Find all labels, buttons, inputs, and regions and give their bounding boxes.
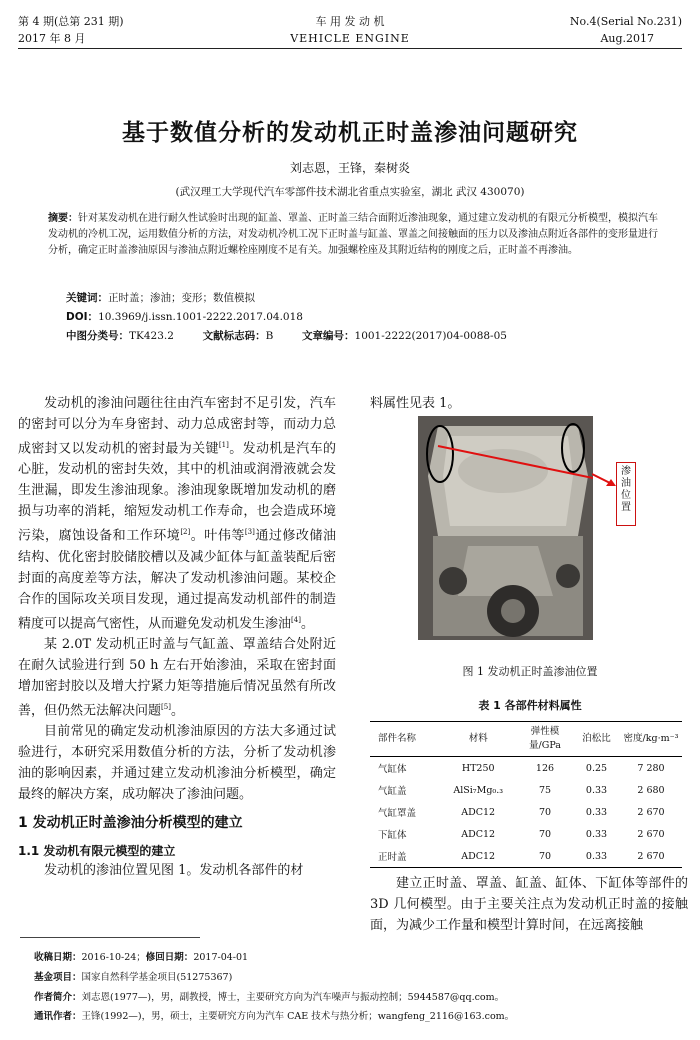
citation[interactable]: [1] — [218, 441, 229, 449]
table-header: 弹性模量/GPa — [517, 722, 573, 757]
table-cell: 正时盖 — [370, 845, 439, 868]
citation[interactable]: [5] — [161, 702, 171, 711]
doi-label: DOI： — [66, 311, 99, 323]
article-no-label: 文章编号： — [302, 330, 355, 342]
table-title: 表 1 各部件材料属性 — [478, 699, 582, 712]
paragraph-3: 目前常见的确定发动机渗油原因的方法大多通过试验进行，本研究采用数值分析的方法，分析了发动机渗油的影响因素，并通过建立发动机渗油分析模型，确定最终的解决方案，成功解决了渗油问题。 — [18, 724, 336, 803]
p1-text-b: 。发动机是汽车的心脏，发动机的密封失效，其中的机油或润滑液就会发生泄漏，即发生渗油现象。渗油现象既增加发动机的磨损与功率的消耗，缩短发动机工作寿命，也会造成环境污染，腐蚀设备和工作环境 — [18, 441, 336, 544]
citation[interactable]: [3] — [244, 528, 255, 537]
classification-line — [66, 329, 507, 344]
table-cell: ADC12 — [461, 828, 496, 840]
p1-text-e: 。 — [300, 615, 314, 631]
revised-date: 2017-04-01 — [193, 952, 249, 963]
received-date: 2016-10-24； — [81, 952, 146, 963]
table-cell: 70 — [517, 845, 573, 868]
doi-text: 10.3969/j.issn.1001-2222.2017.04.018 — [98, 311, 303, 323]
table-cell: 0.33 — [585, 784, 608, 796]
corresponding-text: 王锋(1992—)，男，硕士，主要研究方向为汽车 CAE 技术与热分析；wangfeng_2116@163.com。 — [81, 1011, 515, 1022]
engine-photo — [418, 416, 593, 640]
table-cell: 气缸盖 — [378, 786, 407, 797]
table-header: 部件名称 — [370, 722, 439, 757]
clc-label: 中图分类号： — [66, 330, 129, 342]
affiliation: (武汉理工大学现代汽车零部件技术湖北省重点实验室，湖北 武汉 430070) — [175, 186, 525, 198]
journal-name-cn: 车 用 发 动 机 — [315, 15, 385, 28]
footnote-author — [34, 991, 504, 1005]
table-cell: 2 670 — [620, 845, 682, 868]
p1-text-d: 通过修改储油结构、优化密封胶储胶槽以及减少缸体与缸盖装配后密封面的高度差等方法，解决了发动机渗油问题。某校企合作的国际攻关项目发现，通过提高发动机部件的制造精度可以提高气密性，从而避免发动机发生渗油 — [18, 528, 336, 631]
footnote-fund — [34, 971, 232, 985]
issue-date: 2017 年 8 月 — [18, 32, 86, 45]
abstract-text: 针对某发动机在进行耐久性试验时出现的缸盖、罩盖、正时盖三结合面附近渗油现象，通过建立发动机的有限元分析模型，模拟汽车发动机的冷机工况，运用数值分析的方法，对发动机冷机工况下正时盖与缸盖、罩盖之间接触面的压力以及渗油点附近各部件的变形量进行分析，确定正时盖渗油原因与渗油点附近螺栓座刚度不足有关。加强螺栓座及其附近结构的刚度之后，正时盖不再渗油。 — [48, 213, 658, 256]
leak-location-callout: 渗油位置 — [616, 462, 636, 526]
table-cell: 70 — [538, 828, 552, 840]
table-cell: 2 680 — [637, 784, 665, 796]
table-cell: 0.33 — [585, 828, 608, 840]
keywords-label: 关键词： — [66, 292, 108, 304]
table-cell: 126 — [535, 762, 555, 774]
engine-illustration — [418, 416, 593, 640]
keywords-text: 正时盖；渗油；变形；数值模拟 — [108, 292, 255, 304]
paper-title: 基于数值分析的发动机正时盖渗油问题研究 — [122, 120, 578, 146]
authors: 刘志恩，王锋，秦树炎 — [289, 161, 410, 175]
corresponding-label: 通讯作者： — [34, 1011, 82, 1022]
table-cell: ADC12 — [461, 806, 496, 818]
abstract-label: 摘要： — [48, 213, 78, 224]
table-cell: 0.33 — [585, 806, 608, 818]
table-row — [370, 801, 682, 823]
code-value: B — [265, 330, 274, 342]
paragraph-continued: 料属性见表 1。 — [370, 396, 461, 411]
footnote-rule — [20, 937, 200, 938]
table-cell: 0.33 — [573, 845, 620, 868]
table-cell: 2 670 — [637, 828, 665, 840]
fund-label: 基金项目： — [34, 972, 82, 983]
table-cell: ADC12 — [439, 845, 517, 868]
table-cell: 70 — [538, 806, 552, 818]
table-cell: 气缸体 — [378, 764, 407, 775]
table-cell: 2 670 — [637, 806, 665, 818]
table-row — [370, 845, 682, 868]
issue-number: 第 4 期(总第 231 期) — [18, 15, 124, 28]
citation[interactable]: [2] — [180, 528, 191, 537]
table-header: 泊松比 — [573, 722, 620, 757]
revised-label: 修回日期： — [145, 952, 194, 963]
serial-number: No.4(Serial No.231) — [569, 15, 682, 28]
material-properties-table — [370, 721, 682, 868]
footnote-dates — [34, 951, 248, 965]
table-row — [370, 757, 682, 780]
table-cell: 下缸体 — [378, 830, 407, 841]
paragraph-1 — [18, 393, 336, 634]
table-header: 密度/kg·m⁻³ — [620, 722, 682, 757]
table-cell: HT250 — [461, 762, 495, 774]
subsection-heading-1-1: 1.1 发动机有限元模型的建立 — [18, 844, 176, 859]
right-column-bottom — [370, 873, 688, 936]
received-label: 收稿日期： — [34, 952, 82, 963]
callout-arrow — [592, 470, 618, 494]
table-cell: 75 — [538, 784, 552, 796]
paragraph-2 — [18, 634, 336, 721]
abstract — [48, 211, 658, 259]
table-cell: 0.25 — [585, 762, 608, 774]
right-column-top — [370, 393, 688, 414]
table-row — [370, 823, 682, 845]
serial-date: Aug.2017 — [600, 32, 654, 45]
fund-text: 国家自然科学基金项目(51275367) — [81, 972, 233, 983]
doi — [66, 310, 303, 325]
keywords — [66, 291, 255, 306]
paragraph-5: 建立正时盖、罩盖、缸盖、缸体、下缸体等部件的 3D 几何模型。由于主要关注点为发动机正时盖的接触面，为减少工作量和模型计算时间，在远离接触 — [370, 876, 688, 933]
table-cell: 气缸罩盖 — [378, 808, 417, 819]
p1-text-c: 。叶伟等 — [190, 528, 245, 544]
article-no-value: 1001-2222(2017)04-0088-05 — [354, 330, 507, 342]
footnote-corresponding — [34, 1010, 514, 1024]
clc-value: TK423.2 — [129, 330, 174, 342]
p2-text-b: 。 — [170, 703, 184, 719]
header-rule — [18, 48, 682, 49]
author-bio-text: 刘志恩(1977—)，男，副教授，博士，主要研究方向为汽车噪声与振动控制；5944587@qq.com。 — [81, 992, 505, 1003]
p2-text: 某 2.0T 发动机正时盖与气缸盖、罩盖结合处附近在耐久试验进行到 50 h 左右开始渗油，采取在密封面增加密封胶以及增大拧紧力矩等措施后情况虽然有所改善，但仍然无法解决问题 — [18, 636, 336, 719]
left-column — [18, 393, 336, 881]
table-header-row — [370, 722, 682, 757]
section-heading-1: 1 发动机正时盖渗油分析模型的建立 — [18, 815, 243, 832]
citation[interactable]: [4] — [291, 615, 301, 624]
figure-caption: 图 1 发动机正时盖渗油位置 — [462, 665, 598, 678]
paragraph-4: 发动机的渗油位置见图 1。发动机各部件的材 — [44, 863, 304, 879]
author-bio-label: 作者简介： — [34, 992, 82, 1003]
table-cell: AlSi₇Mg₀.₃ — [453, 784, 504, 796]
code-label: 文献标志码： — [202, 330, 266, 342]
journal-name-en: VEHICLE ENGINE — [290, 32, 410, 45]
table-header: 材料 — [439, 722, 517, 757]
table-cell: 7 280 — [637, 762, 665, 774]
p1-text: 发动机的渗油问题往往由汽车密封不足引发，汽车的密封可以分为车身密封、动力总成密封等，而动力总成密封又以发动机的密封最为关键 — [18, 396, 336, 457]
table-row — [370, 779, 682, 801]
